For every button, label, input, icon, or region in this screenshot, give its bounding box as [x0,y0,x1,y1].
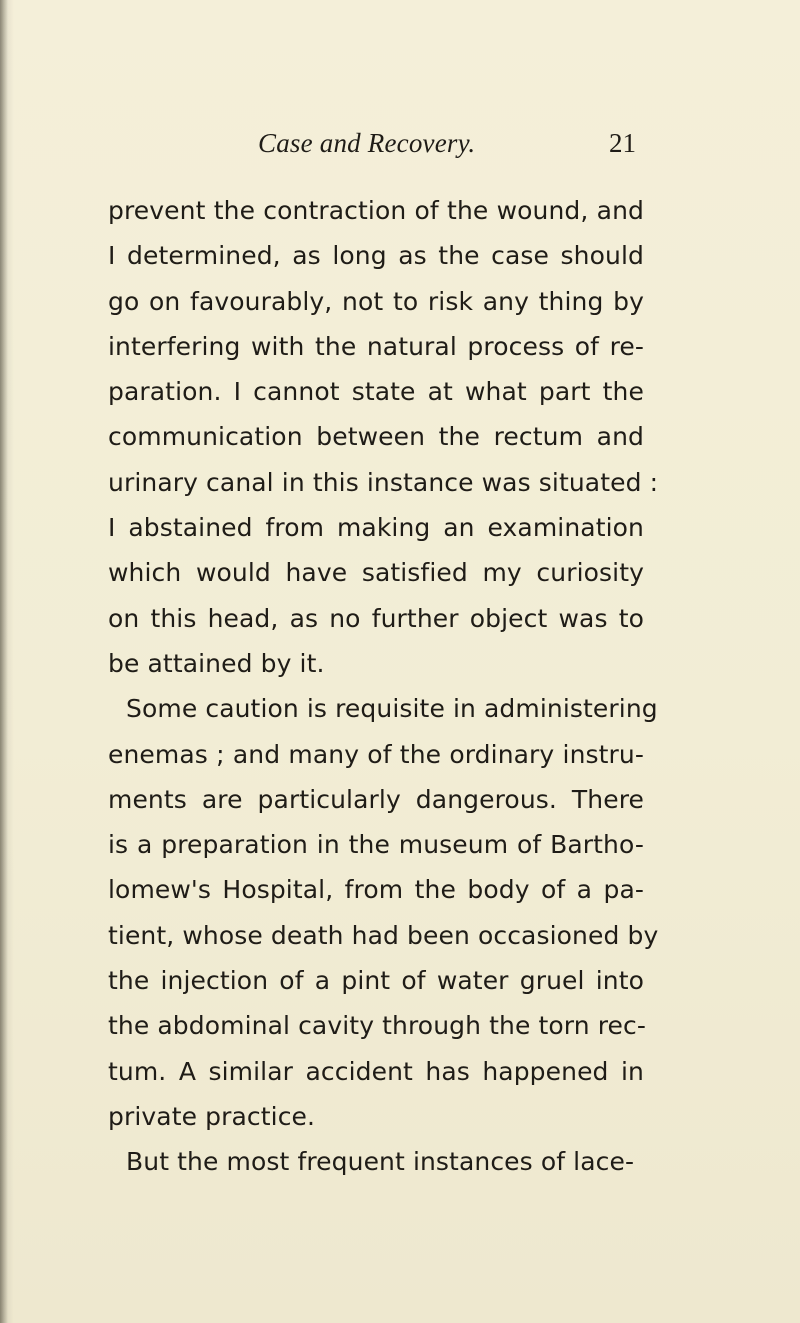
text-line: I abstained from making an examination [108,513,644,543]
text-line: is a preparation in the museum of Bartho- [108,830,644,860]
text-line: be attained by it. [108,648,325,678]
running-title: Case and Recovery. [258,128,476,158]
text-line: But the most frequent instances of lace- [126,1147,635,1177]
text-line: I determined, as long as the case should [108,241,644,271]
text-line: the injection of a pint of water gruel into [108,966,644,996]
text-line: urinary canal in this instance was situated : [108,467,659,497]
page-number: 21 [609,128,636,158]
body-text [108,188,659,1185]
text-line: prevent the contraction of the wound, and [108,196,644,225]
text-line: tum. A similar accident has happened in [108,1056,644,1086]
text-line: private practice. [108,1101,316,1131]
text-line: on this head, as no further object was to [108,603,644,633]
text-line: which would have satisfied my curiosity [108,558,644,588]
text-line: ments are particularly dangerous. There [108,784,644,814]
text-line: the abdominal cavity through the torn rec- [108,1011,646,1041]
text-line: paration. I cannot state at what part the [108,377,644,407]
text-line: Some caution is requisite in administering [126,694,658,724]
text-line: tient, whose death had been occasioned by [108,920,659,950]
page-gutter-shadow [0,0,8,1323]
running-head [0,124,800,168]
text-line: enemas ; and many of the ordinary instru- [108,739,644,769]
text-line: communication between the rectum and [108,422,644,452]
text-line: interfering with the natural process of re- [108,331,644,361]
text-line: go on favourably, not to risk any thing by [108,286,644,316]
text-line: lomew's Hospital, from the body of a pa- [108,875,644,905]
